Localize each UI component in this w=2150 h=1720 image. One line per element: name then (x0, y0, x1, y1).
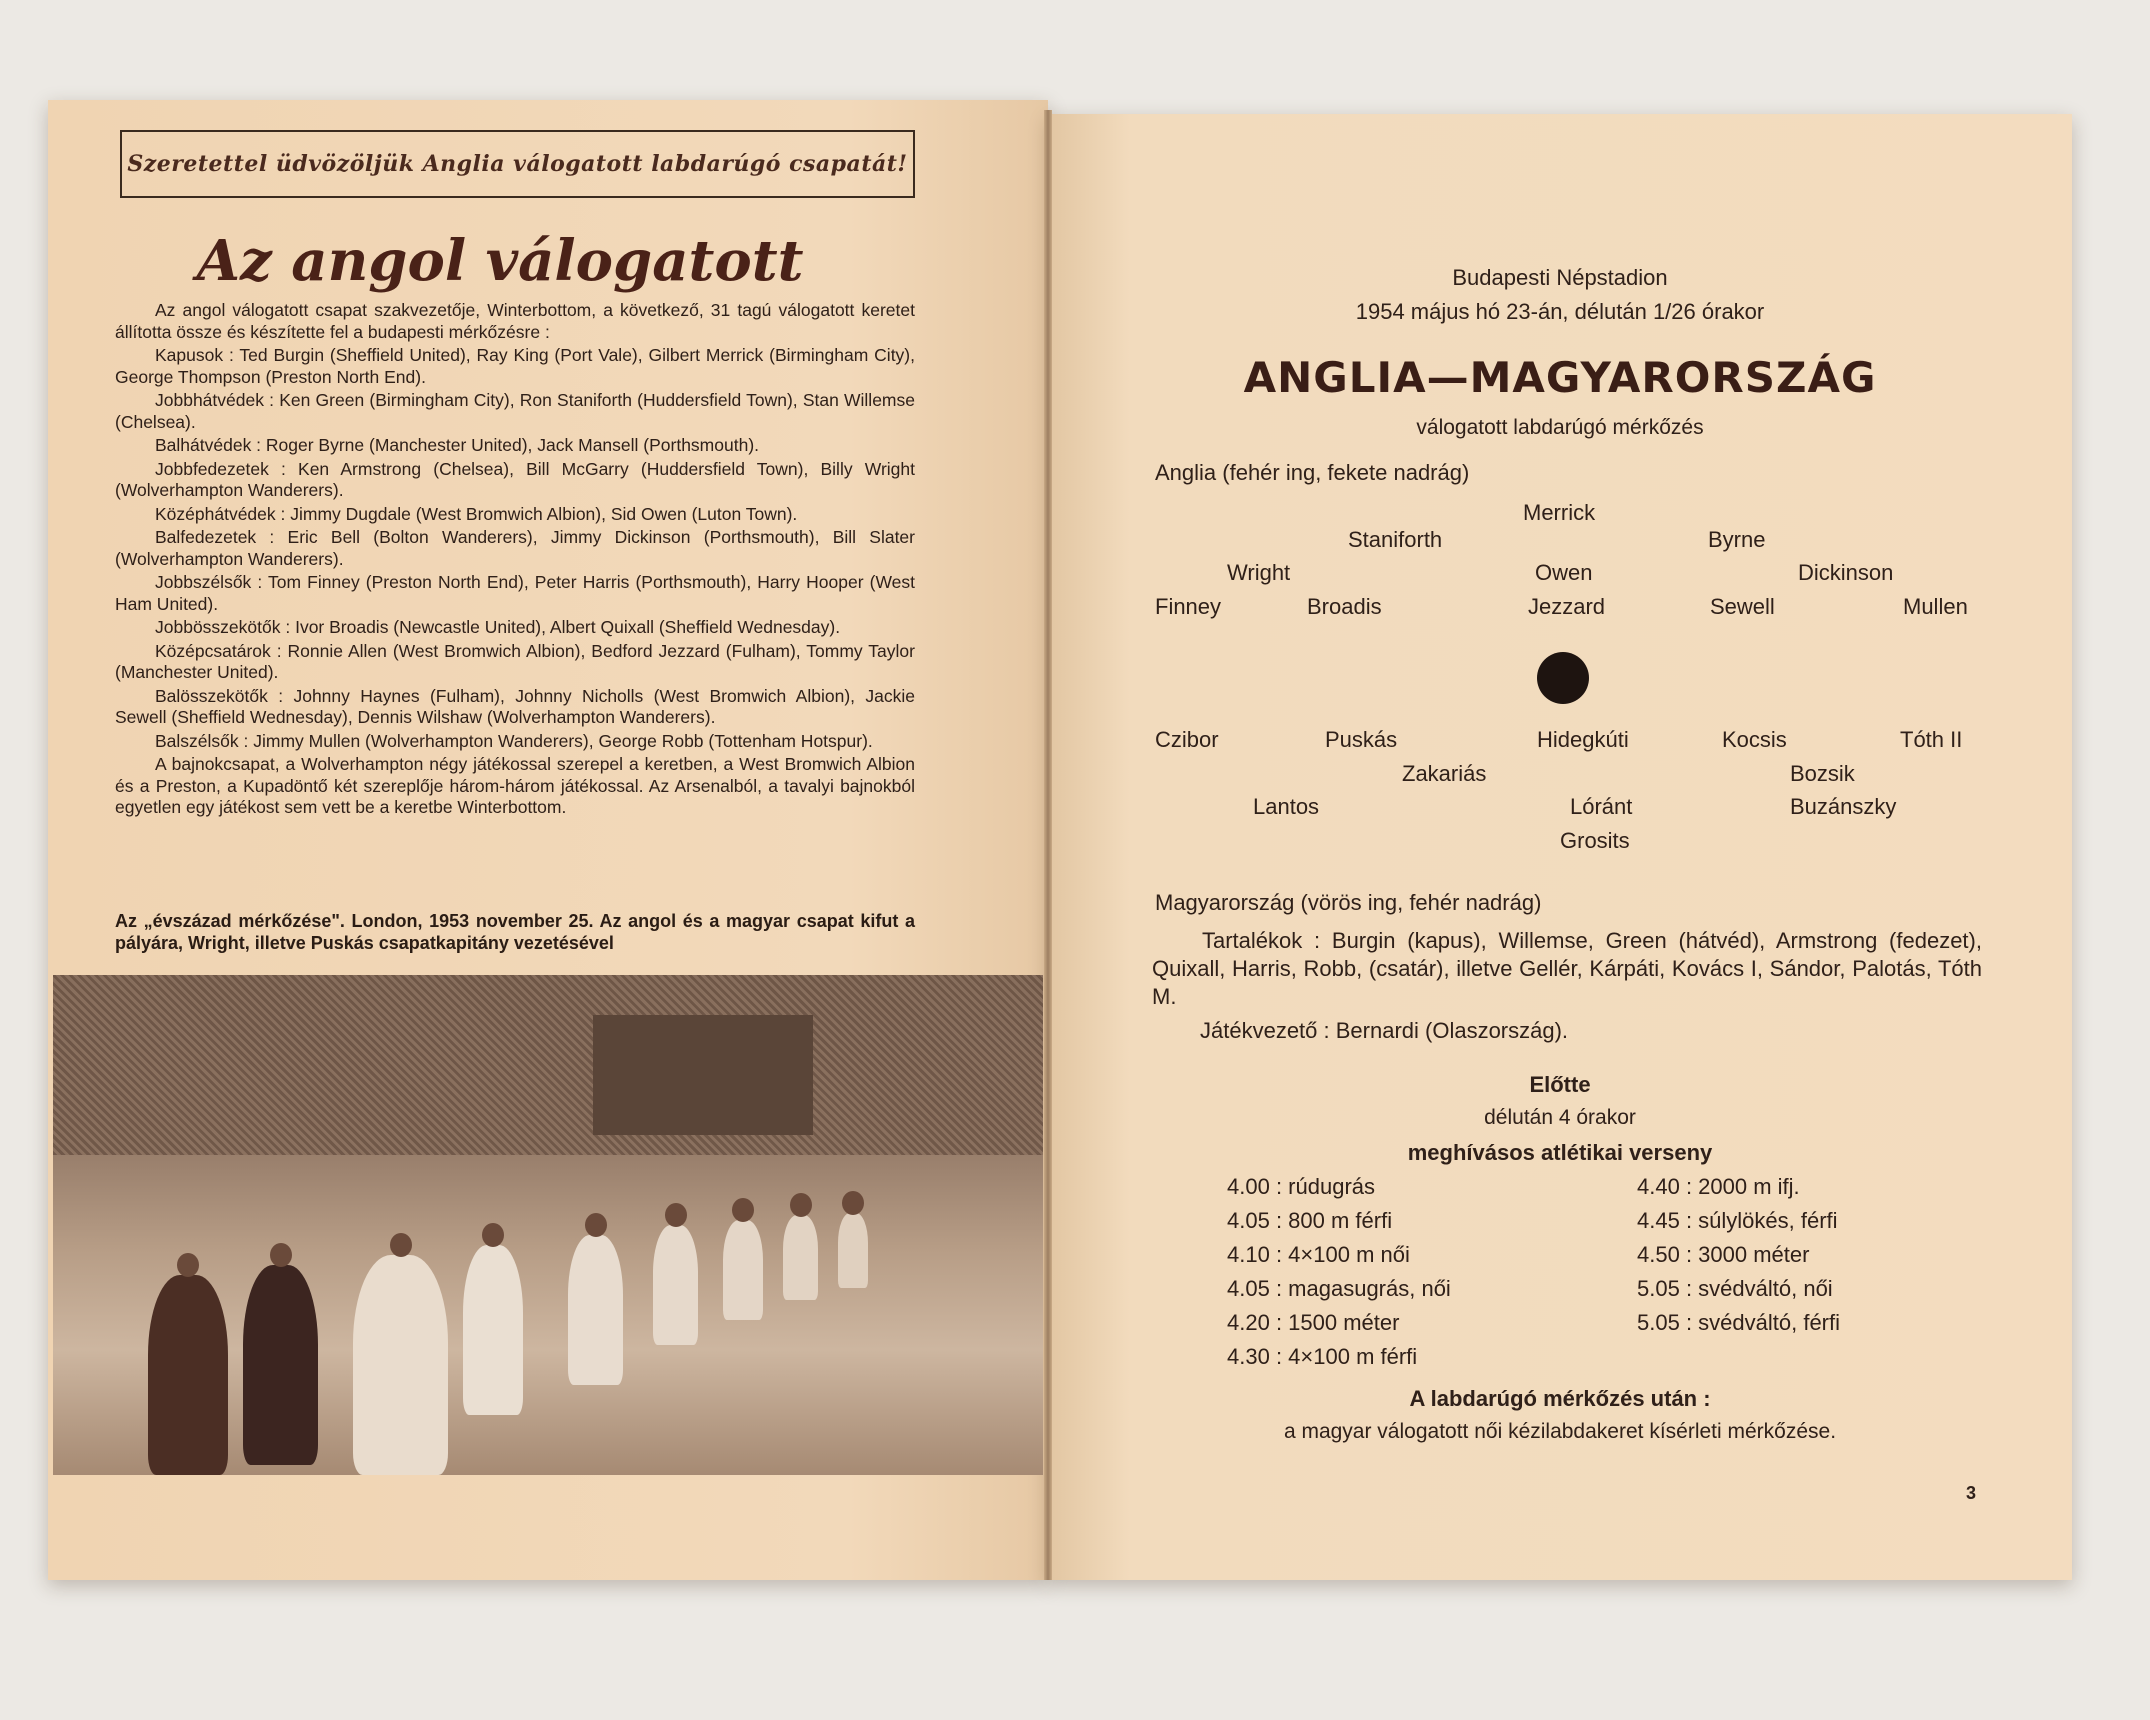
event-row: 4.05 : 800 m férfi (1227, 1208, 1393, 1233)
welcome-banner: Szeretettel üdvözöljük Anglia válogatott labdarúgó csapatát! (120, 130, 915, 198)
event-row: 5.05 : svédváltó, női (1637, 1276, 1833, 1301)
hun-goalkeeper: Grosits (1560, 828, 1630, 853)
hun-half-2: Bozsik (1790, 761, 1855, 786)
event-row: 4.00 : rúdugrás (1227, 1174, 1376, 1199)
after-heading: A labdarúgó mérkőzés után : (1409, 1386, 1711, 1411)
squad-centre-forwards: Középcsatárok : Ronnie Allen (West Bromwich Albion), Bedford Jezzard (Fulham), Tommy Taylor (Manchester United). (115, 640, 915, 682)
hun-back-1: Lantos (1253, 794, 1320, 819)
event-row: 4.50 : 3000 méter (1637, 1242, 1810, 1267)
photo-crowd (53, 975, 1043, 1155)
squad-inside-rights: Jobbösszekötők : Ivor Broadis (Newcastle United), Albert Quixall (Sheffield Wednesday). (155, 617, 841, 637)
player-figure (243, 1265, 318, 1465)
squad-left-backs: Balhátvédek : Roger Byrne (Manchester United), Jack Mansell (Porthsmouth). (155, 435, 760, 455)
squad-goalkeepers: Kapusok : Ted Burgin (Sheffield United), Ray King (Port Vale), Gilbert Merrick (Birmingham City), George Thompson (Preston North End). (115, 345, 915, 387)
player-figure (353, 1255, 448, 1475)
hun-forward-5: Tóth II (1900, 727, 1963, 752)
team-walkout-photo (53, 975, 1043, 1475)
player-figure (148, 1275, 228, 1475)
event-row: 4.10 : 4×100 m női (1227, 1242, 1410, 1267)
eng-forward-4: Sewell (1710, 594, 1775, 619)
hun-forward-1: Czibor (1155, 727, 1219, 752)
match-date: 1954 május hó 23-án, délután 1/26 órakor (1355, 299, 1765, 324)
event-row: 4.40 : 2000 m ifj. (1637, 1174, 1800, 1199)
squad-left-halves: Balfedezetek : Eric Bell (Bolton Wanderers), Jimmy Dickinson (Porthsmouth), Bill Slater (Wolverhampton Wanderers). (115, 527, 915, 569)
eng-forward-5: Mullen (1903, 594, 1968, 619)
event-row: 4.45 : súlylökés, férfi (1637, 1208, 1838, 1233)
eng-left-back: Byrne (1708, 527, 1766, 552)
eng-right-half: Wright (1227, 560, 1291, 585)
player-figure (568, 1235, 623, 1385)
athletics-heading: meghívásos atlétikai verseny (1407, 1140, 1713, 1165)
eng-forward-1: Finney (1155, 594, 1222, 619)
football-icon (1537, 652, 1589, 704)
squad-right-wingers: Jobbszélsők : Tom Finney (Preston North End), Peter Harris (Porthsmouth), Harry Hooper (West Ham United). (115, 572, 915, 614)
referee: Játékvezető : Bernardi (Olaszország). (1200, 1018, 1569, 1043)
squad-right-backs: Jobbhátvédek : Ken Green (Birmingham City), Ron Staniforth (Huddersfield Town), Stan Willemse (Chelsea). (115, 390, 915, 432)
booklet-spine (1044, 110, 1052, 1580)
event-row: 5.05 : svédváltó, férfi (1637, 1310, 1841, 1335)
hun-forward-2: Puskás (1325, 727, 1398, 752)
before-time: délután 4 órakor (1484, 1106, 1636, 1129)
after-text: a magyar válogatott női kézilabdakeret kísérleti mérkőzése. (1283, 1420, 1837, 1443)
squad-text (115, 300, 915, 821)
eng-left-half: Dickinson (1798, 560, 1894, 585)
squad-inside-lefts: Balösszekötők : Johnny Haynes (Fulham), Johnny Nicholls (West Bromwich Albion), Jackie Sewell (Sheffield Wednesday), Dennis Wilshaw (Wolverhampton Wanderers). (115, 685, 915, 727)
event-row: 4.20 : 1500 méter (1227, 1310, 1400, 1335)
squad-left-wingers: Balszélsők : Jimmy Mullen (Wolverhampton Wanderers), George Robb (Tottenham Hotspur). (155, 730, 873, 751)
eng-forward-2: Broadis (1307, 594, 1382, 619)
before-heading: Előtte (1529, 1072, 1591, 1097)
left-page-title: Az angol válogatott (196, 228, 804, 294)
squad-centre-halves: Középhátvédek : Jimmy Dugdale (West Bromwich Albion), Sid Owen (Luton Town). (155, 503, 798, 524)
player-figure (783, 1215, 818, 1300)
hun-back-3: Buzánszky (1790, 794, 1897, 819)
player-figure (463, 1245, 523, 1415)
player-figure (838, 1213, 868, 1288)
hun-forward-3: Hidegkúti (1537, 727, 1629, 752)
reserves: Tartalékok : Burgin (kapus), Willemse, Green (hátvéd), Armstrong (fedezet), Quixall, Harris, Robb, (csatár), illetve Gellér, Kárpáti, Kovács I, Sándor, Palotás, Tóth M. (1152, 928, 1982, 1009)
squad-summary: A bajnokcsapat, a Wolverhampton négy játékossal szerepel a keretben, a West Bromwich Albion és a Preston, a Kupadöntő két szereplője három-három játékossal. Az Arsenalból, a tavalyi bajnokból egyetlen egy játékost sem vett be a keretbe Winterbottom. (115, 754, 915, 817)
match-title: ANGLIA—MAGYARORSZÁG (1243, 353, 1877, 402)
eng-goalkeeper: Merrick (1523, 500, 1596, 525)
event-row: 4.30 : 4×100 m férfi (1227, 1344, 1418, 1369)
hun-forward-4: Kocsis (1722, 727, 1787, 752)
photo-stand (593, 1015, 813, 1135)
squad-right-halves: Jobbfedezetek : Ken Armstrong (Chelsea), Bill McGarry (Huddersfield Town), Billy Wright (Wolverhampton Wanderers). (115, 458, 915, 500)
photo-caption: Az „évszázad mérkőzése". London, 1953 november 25. Az angol és a magyar csapat kifut a pályára, Wright, illetve Puskás csapatkapitány vezetésével (115, 911, 915, 953)
hungary-kit-label: Magyarország (vörös ing, fehér nadrág) (1155, 890, 1542, 915)
squad-intro: Az angol válogatott csapat szakvezetője, Winterbottom, a következő, 31 tagú válogatott keretet állította össze és készítette fel a budapesti mérkőzésre : (115, 300, 915, 342)
hun-half-1: Zakariás (1402, 761, 1487, 786)
eng-centre-half: Owen (1535, 560, 1593, 585)
page-number: 3 (1966, 1483, 1977, 1503)
england-kit-label: Anglia (fehér ing, fekete nadrág) (1155, 460, 1470, 485)
event-row: 4.05 : magasugrás, női (1227, 1276, 1451, 1301)
eng-forward-3: Jezzard (1528, 594, 1606, 619)
eng-right-back: Staniforth (1348, 527, 1443, 552)
hun-back-2: Lóránt (1570, 794, 1633, 819)
player-figure (723, 1220, 763, 1320)
venue: Budapesti Népstadion (1452, 265, 1668, 290)
match-subtitle: válogatott labdarúgó mérkőzés (1416, 416, 1704, 439)
player-figure (653, 1225, 698, 1345)
